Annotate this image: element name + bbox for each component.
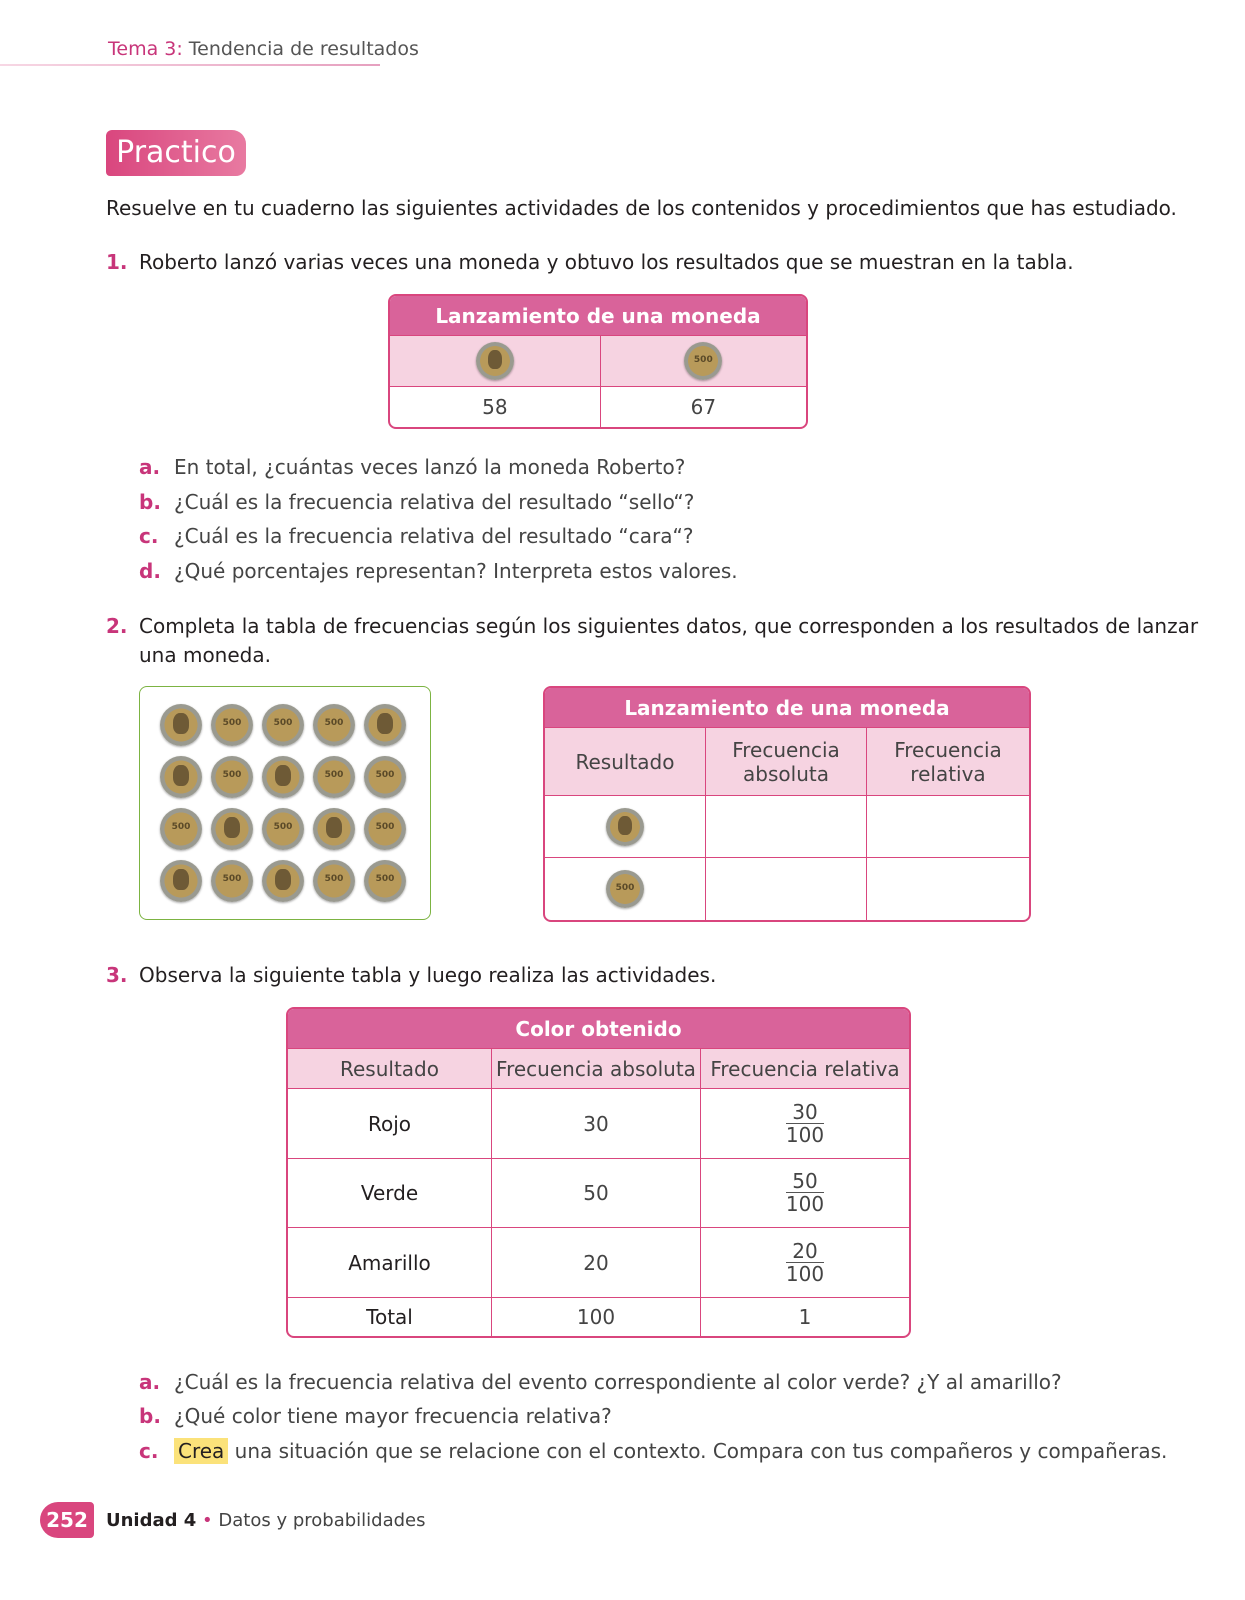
q2-cell-empty xyxy=(867,858,1029,920)
q3b-letter: b. xyxy=(139,1404,161,1428)
coin-face-icon xyxy=(364,704,406,746)
q1b-letter: b. xyxy=(139,490,161,514)
q3-table-title: Color obtenido xyxy=(288,1009,909,1049)
coin-number-icon xyxy=(160,808,202,850)
q3a-text: ¿Cuál es la frecuencia relativa del evento correspondiente al color verde? ¿Y al amarillo? xyxy=(174,1370,1062,1394)
coin-number-icon xyxy=(262,704,304,746)
fraction-numerator: 20 xyxy=(786,1240,824,1263)
footer-unit xyxy=(106,1510,426,1531)
q2-table xyxy=(543,686,1031,922)
q3-row-amarillo-label: Amarillo xyxy=(288,1228,492,1297)
coin-face-icon xyxy=(476,342,514,380)
q3-header-resultado: Resultado xyxy=(288,1049,492,1089)
q1-table xyxy=(388,294,808,429)
q2-cell-empty xyxy=(706,858,867,920)
q1c-text: ¿Cuál es la frecuencia relativa del resultado “cara“? xyxy=(174,524,694,548)
coin-results-grid xyxy=(139,686,431,920)
fraction-numerator: 50 xyxy=(786,1170,824,1193)
coin-face-icon xyxy=(262,756,304,798)
fraction-numerator: 30 xyxy=(786,1101,824,1124)
q2-row-cara xyxy=(545,796,706,858)
fraction-denominator: 100 xyxy=(785,1261,825,1286)
q3-table xyxy=(286,1007,911,1338)
coin-number-icon xyxy=(313,704,355,746)
q1a-text: En total, ¿cuántas veces lanzó la moneda Roberto? xyxy=(174,455,686,479)
q1-value-sello: 67 xyxy=(690,394,717,419)
coin-number-icon xyxy=(313,756,355,798)
q3-text: Observa la siguiente tabla y luego realiza las actividades. xyxy=(139,963,717,987)
tema-label: Tema 3: xyxy=(108,38,183,60)
coin-number-icon xyxy=(606,870,644,908)
q3-total-label: Total xyxy=(288,1298,492,1336)
q1-number: 1. xyxy=(106,250,128,274)
q2-cell-empty xyxy=(706,796,867,858)
q3c-text: una situación que se relacione con el contexto. Compara con tus compañeros y compañeras. xyxy=(234,1439,1168,1463)
coin-face-icon xyxy=(211,808,253,850)
footer-topic: Datos y probabilidades xyxy=(218,1510,426,1531)
coin-number-icon xyxy=(211,756,253,798)
coin-face-icon xyxy=(262,860,304,902)
q3-total-rel: 1 xyxy=(798,1304,812,1329)
footer-unit-label: Unidad 4 xyxy=(106,1510,197,1531)
fraction-denominator: 100 xyxy=(785,1122,825,1147)
coin-number-icon xyxy=(364,756,406,798)
q2-cell-empty xyxy=(867,796,1029,858)
coin-number-icon xyxy=(313,860,355,902)
coin-face-icon xyxy=(313,808,355,850)
fraction-denominator: 100 xyxy=(785,1192,825,1217)
q2-header-frec-abs-line2: absoluta xyxy=(743,761,829,786)
q2-header-frec-abs-line1: Frecuencia xyxy=(732,737,840,762)
q3a-letter: a. xyxy=(139,1370,161,1394)
footer-separator: • xyxy=(202,1510,213,1531)
q1-value-cara: 58 xyxy=(390,387,601,427)
q3-row-rojo-rel xyxy=(701,1089,909,1158)
q3-header-frec-rel: Frecuencia relativa xyxy=(701,1049,909,1089)
q3-row-verde-abs: 50 xyxy=(492,1159,701,1228)
q3-row-amarillo-abs: 20 xyxy=(492,1228,701,1297)
q2-header-frec-rel-line1: Frecuencia xyxy=(894,737,1002,762)
coin-face-icon xyxy=(160,704,202,746)
crea-highlight: Crea xyxy=(174,1438,228,1464)
q1d-text: ¿Qué porcentajes representan? Interpreta estos valores. xyxy=(174,559,738,583)
q2-header-frec-rel-line2: relativa xyxy=(910,761,986,786)
page-number: 252 xyxy=(40,1502,94,1538)
q3-row-rojo-abs: 30 xyxy=(492,1089,701,1158)
q3c-line xyxy=(174,1439,1167,1463)
q3b-text: ¿Qué color tiene mayor frecuencia relativa? xyxy=(174,1404,612,1428)
q3-row-verde-rel xyxy=(701,1159,909,1228)
coin-number-icon xyxy=(364,860,406,902)
topic-header xyxy=(108,38,419,60)
q3-number: 3. xyxy=(106,963,128,987)
coin-face-icon xyxy=(606,808,644,846)
coin-number-icon xyxy=(211,704,253,746)
q1c-letter: c. xyxy=(139,524,159,548)
q1-text: Roberto lanzó varias veces una moneda y obtuvo los resultados que se muestran en la tabla. xyxy=(139,250,1074,274)
q2-header-resultado: Resultado xyxy=(545,728,706,796)
q2-row-sello xyxy=(545,858,706,920)
q2-text-line1: Completa la tabla de frecuencias según los siguientes datos, que corresponden a los resultados de lanzar xyxy=(139,614,1199,638)
intro-text: Resuelve en tu cuaderno las siguientes actividades de los contenidos y procedimientos que has estudiado. xyxy=(106,196,1177,220)
coin-face-icon xyxy=(160,756,202,798)
coin-face-icon xyxy=(160,860,202,902)
coin-number-icon xyxy=(262,808,304,850)
q3-row-verde-label: Verde xyxy=(288,1159,492,1228)
q1-sello-cell xyxy=(601,336,806,386)
q1d-letter: d. xyxy=(139,559,161,583)
q2-table-title: Lanzamiento de una moneda xyxy=(545,688,1029,728)
coin-number-icon xyxy=(211,860,253,902)
q3-total-abs: 100 xyxy=(492,1298,701,1336)
q1-table-title: Lanzamiento de una moneda xyxy=(390,296,806,336)
q3-row-amarillo-rel xyxy=(701,1228,909,1297)
header-divider xyxy=(0,64,380,66)
q2-header-frec-rel xyxy=(867,728,1029,796)
practico-badge: Practico xyxy=(106,130,246,176)
q1-cara-cell xyxy=(390,336,601,386)
q1b-text: ¿Cuál es la frecuencia relativa del resultado “sello“? xyxy=(174,490,695,514)
coin-number-icon xyxy=(684,342,722,380)
q2-header-frec-abs xyxy=(706,728,867,796)
tema-title: Tendencia de resultados xyxy=(188,38,419,60)
q3-header-frec-abs: Frecuencia absoluta xyxy=(492,1049,701,1089)
q2-number: 2. xyxy=(106,614,128,638)
q3-row-rojo-label: Rojo xyxy=(288,1089,492,1158)
q2-text-line2: una moneda. xyxy=(139,643,271,667)
q3c-letter: c. xyxy=(139,1439,159,1463)
q1a-letter: a. xyxy=(139,455,161,479)
coin-number-icon xyxy=(364,808,406,850)
